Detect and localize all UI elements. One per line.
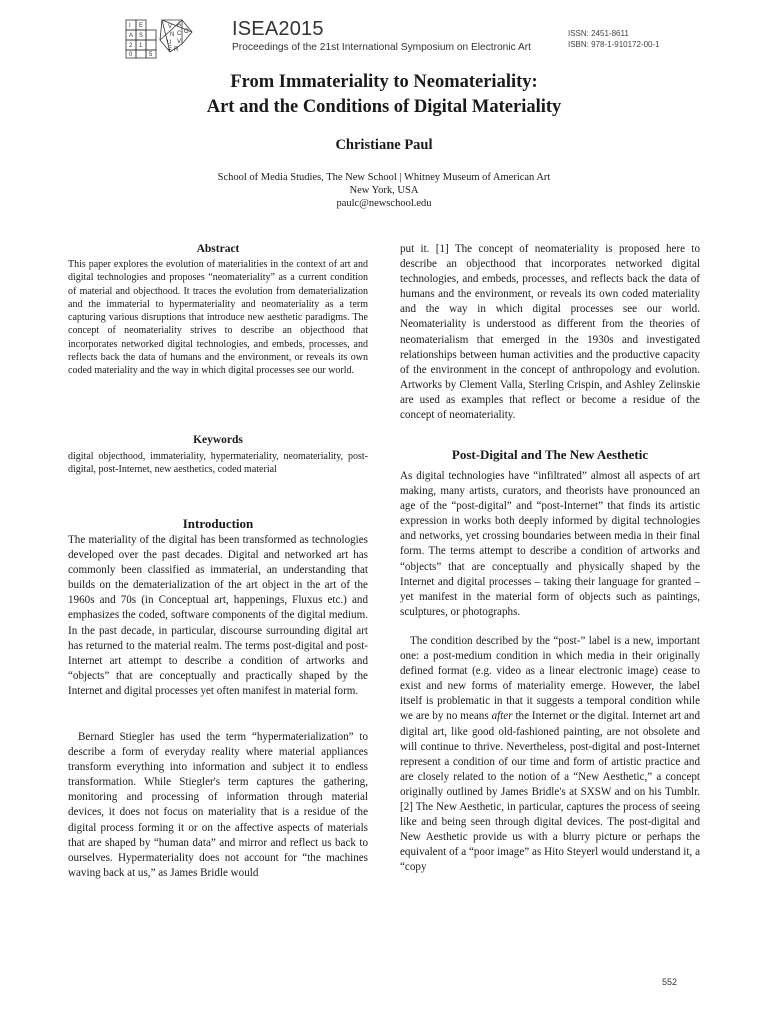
author-name: Christiane Paul (335, 137, 433, 153)
page-number: 552 (662, 977, 678, 987)
p3-emphasis: after (491, 710, 513, 723)
keywords-text: digital objecthood, immateriality, hypermateriality, neomateriality, post-digital, post-Internet, new aesthetics, coded material (68, 451, 368, 476)
isea-logo-icon (122, 16, 222, 60)
issn-block (568, 28, 660, 50)
location: New York, USA (349, 185, 419, 196)
affiliation-block (0, 171, 768, 210)
logo-letter: R (174, 47, 179, 53)
right-paragraph-1: put it. [1] The concept of neomateriality is proposed here to describe an objecthood that incorporates networked digital technologies, and embeds, processes, and reflects back the data of humans and the environment, or reveals its own coded materiality and the way in which digital processes see our world. Neomateriality is understood as different from the theories of neomaterialism that emerged in the 1930s and investigated relationships between human activities and the productive capacity of the environment in the concept of anthropology and evolution. Artworks by Clement Valla, Sterling Crispin, and Ashley Zelinskie are used as examples that reflect or become a residue of the concept of neomateriality. (400, 243, 700, 422)
logo-letter: 1 (139, 43, 143, 49)
right-paragraph-2: As digital technologies have “infiltrated” almost all aspects of art making, many artists, curators, and theorists have pronounced an age of the “post-digital” and “post-Internet” that finds its artistic expression in works both deeply informed by digital technologies and networks, yet crossing boundaries between media in their final form. The terms attempt to describe a condition of artworks and “objects” that are conceptually and physically shaped by the Internet and digital processes – taking their language for granted – yet manifest in the material form of objects such as paintings, sculptures, or photographs. (400, 470, 700, 618)
logo-letter: 2 (129, 43, 133, 49)
logo-letter: O (184, 29, 189, 35)
logo-letter: N (170, 32, 175, 38)
abstract-text: This paper explores the evolution of materialities in the context of art and digital technologies and proposes “neomateriality” as a current condition of material and objecthood. It traces the evolution from dematerialization and the immaterial to hypermateriality and neomateriality as a term capturing various disruptions that introduce new aesthetic paradigms. The concept of neomateriality strives to describe an objecthood that incorporates networked digital technologies, and embeds, processes, and reflects back the data of humans and the environment, or reveals its own coded materiality and the way in which digital processes see our world. (68, 259, 368, 377)
logo-letter: A (129, 33, 134, 39)
page-header (0, 14, 768, 60)
introduction-paragraph-1: The materiality of the digital has been transformed as technologies developed over the past decades. Digital and networked art has commonly been classified as immaterial, an understanding that builds on the dematerialization of the art object in the art of the 1960s and 70s (in Conceptual art, happenings, Fluxus etc.) and emphasizes the coded, software components of the digital medium. In the past decade, in particular, discourse surrounding digital art has returned to the material realm. The terms post-digital and post-Internet art attempt to describe a condition of artworks and “objects” that are conceptually and practically shaped by the Internet and digital processes yet often manifest in material form. (68, 534, 368, 697)
right-paragraph-3 (400, 634, 700, 876)
logo-letter: E (139, 23, 144, 29)
p3-text-after: the Internet or the digital. Internet art and digital art, like good old-fashioned painting, are not obsolete and will continue to thrive. Nevertheless, post-digital and post-Internet represent a condition of our time and form of artistic practice and are closely related to the notion of a “New Aesthetic,” a concept originally outlined by James Bridle's at SXSW and on his Tumblr. [2] The New Aesthetic, in particular, captures the process of seeing like and being seen through digital devices. The post-digital and New Aesthetic provide us with a blurry picture or perhaps the equivalent of a “poor image” as Hito Steyerl would understand it, a “copy (400, 710, 700, 874)
affiliation: School of Media Studies, The New School | Whitney Museum of American Art (217, 172, 551, 183)
isbn: ISBN: 978-1-910172-00-1 (568, 40, 660, 49)
logo-letter: E (168, 46, 173, 52)
title-line-2: Art and the Conditions of Digital Materiality (206, 97, 562, 117)
issn: ISSN: 2451-8611 (568, 29, 629, 38)
email: paulc@newschool.edu (336, 198, 432, 209)
logo-letter: A (177, 22, 182, 28)
introduction-heading: Introduction (182, 516, 254, 531)
logo-letter: 0 (129, 52, 133, 58)
p3-text-before: The condition described by the “post-” label is a new, important one: a post-medium condition in which media in their originally defined format (e.g. video as a linear electronic image) cease to exist and new forms of materiality emerge. However, the label itself is problematic in that it suggests a temporal condition while we are by no means (400, 635, 700, 723)
title-line-1: From Immateriality to Neomateriality: (230, 72, 538, 92)
logo-letter: S (139, 33, 144, 39)
logo-letter: V (177, 39, 182, 45)
logo-letter: 5 (149, 52, 153, 58)
abstract-heading: Abstract (196, 243, 240, 255)
paper-title (0, 70, 768, 120)
logo-letter: I (129, 23, 131, 29)
proceedings-line: Proceedings of the 21st International Symposium on Electronic Art (232, 42, 531, 53)
introduction-paragraph-2: Bernard Stiegler has used the term “hypermaterialization” to describe a form of everyday reality where material appliances transform everything into information and subject it to endless transformation. While Stiegler's term captures the gathering, monitoring and processing of information through material devices, it does not focus on materiality that is a residue of the digital process forming it or on the affective aspects of materials that are shaped by “human data” and mirror and reflect us back to ourselves. Hypermateriality does not account for “the machines waving back at us,” as James Bridle would (68, 731, 368, 879)
logo-letter: V (168, 24, 173, 30)
conference-title: ISEA2015 (232, 18, 324, 40)
logo-letter: U (167, 40, 172, 46)
logo-letter: C (177, 31, 182, 37)
post-digital-heading: Post-Digital and The New Aesthetic (451, 447, 649, 462)
keywords-heading: Keywords (193, 434, 243, 446)
